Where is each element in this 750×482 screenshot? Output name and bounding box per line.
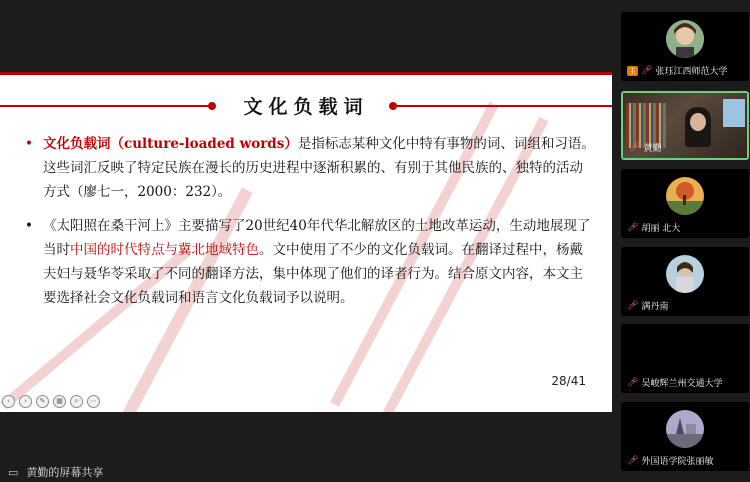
participant-tile[interactable] [621, 169, 749, 238]
mic-muted-icon: 🎤︎ [627, 222, 639, 233]
participant-name: 满丹南 [641, 302, 669, 312]
participant-name: 外国语学院张丽敏 [641, 457, 714, 467]
next-icon[interactable]: › [19, 395, 32, 408]
host-badge: 主 [629, 66, 636, 75]
participant-tile[interactable] [621, 12, 749, 81]
participant-name: 黄勤 [643, 144, 662, 154]
bullet-text: 是指标志某种文化中特有事物的词、词组和习语。这些词汇反映了特定民族在漫长的历史进程中逐渐积累的、有别于其他民族的、独特的活动方式（廖七一，2000：232）。 [43, 136, 595, 200]
presentation-slide [0, 72, 612, 412]
term-text: 文化负载词（culture-loaded words） [43, 136, 298, 152]
participant-name-row [629, 141, 661, 154]
slide-bullet-1 [25, 132, 595, 204]
mic-muted-icon: 🎤︎ [627, 455, 639, 466]
highlight-text: 中国的时代特点与冀北地域特色 [70, 242, 259, 258]
participant-name-row [627, 64, 727, 77]
avatar-landscape-icon [666, 177, 704, 215]
participant-name-row [627, 376, 722, 389]
grid-icon[interactable]: ▦ [53, 395, 66, 408]
screen-share-bar[interactable] [0, 462, 617, 482]
person-face [690, 113, 706, 131]
avatar [666, 177, 704, 215]
slide-bullet-2 [25, 214, 595, 310]
participant-name: 吴峻辉兰州交通大学 [641, 379, 723, 389]
mic-muted-icon: 🎤︎ [641, 65, 653, 76]
avatar-building-icon [666, 410, 704, 448]
avatar [666, 410, 704, 448]
participant-tile[interactable] [621, 247, 749, 316]
avatar-photo-icon [666, 255, 704, 293]
participant-sidebar [617, 0, 750, 482]
slide-title: 文化负载词 [243, 96, 369, 118]
participant-tile-active[interactable] [621, 91, 749, 160]
slide-top-bar [0, 72, 612, 75]
more-icon[interactable]: ⋯ [87, 395, 100, 408]
zoom-icon[interactable]: ⌕ [70, 395, 83, 408]
avatar [666, 20, 704, 58]
participant-name-row [627, 454, 713, 467]
monitor-icon: ▭ [8, 465, 19, 479]
mic-muted-icon: 🎤︎ [627, 377, 639, 388]
bullet-mark: • [25, 218, 33, 234]
participant-name-row [627, 221, 680, 234]
mic-muted-icon: 🎤︎ [629, 142, 641, 153]
avatar-illustration-icon [666, 20, 704, 58]
mic-muted-icon: 🎤︎ [627, 300, 639, 311]
prev-icon[interactable]: ‹ [2, 395, 15, 408]
slide-toolbar [2, 395, 100, 409]
bullet-text: 。文中使用了不少的文化负载词。在翻译过程中，杨戴夫妇与聂华苓采取了不同的翻译方法，集中体现了他们的译者行为。结合原文内容，本文主要选择社会文化负载词和语言文化负载词予以说明。 [43, 242, 583, 306]
participant-name: 张珏江西师范大学 [655, 67, 728, 77]
participant-tile[interactable] [621, 402, 749, 471]
bullet-text: 《太阳照在桑干河上》主要描写了20世纪40年代华北解放区的土地改革运动，生动地展现了当时 [43, 218, 591, 258]
participant-name: 胡丽 北大 [641, 224, 681, 234]
participant-name-row [627, 299, 668, 312]
avatar [666, 255, 704, 293]
page-number: 28/41 [551, 374, 586, 388]
screen-share-label: 黄勤的屏幕共享 [26, 466, 104, 479]
bullet-mark: • [25, 136, 33, 152]
pen-icon[interactable]: ✎ [36, 395, 49, 408]
participant-tile[interactable] [621, 324, 749, 393]
window [723, 99, 745, 127]
